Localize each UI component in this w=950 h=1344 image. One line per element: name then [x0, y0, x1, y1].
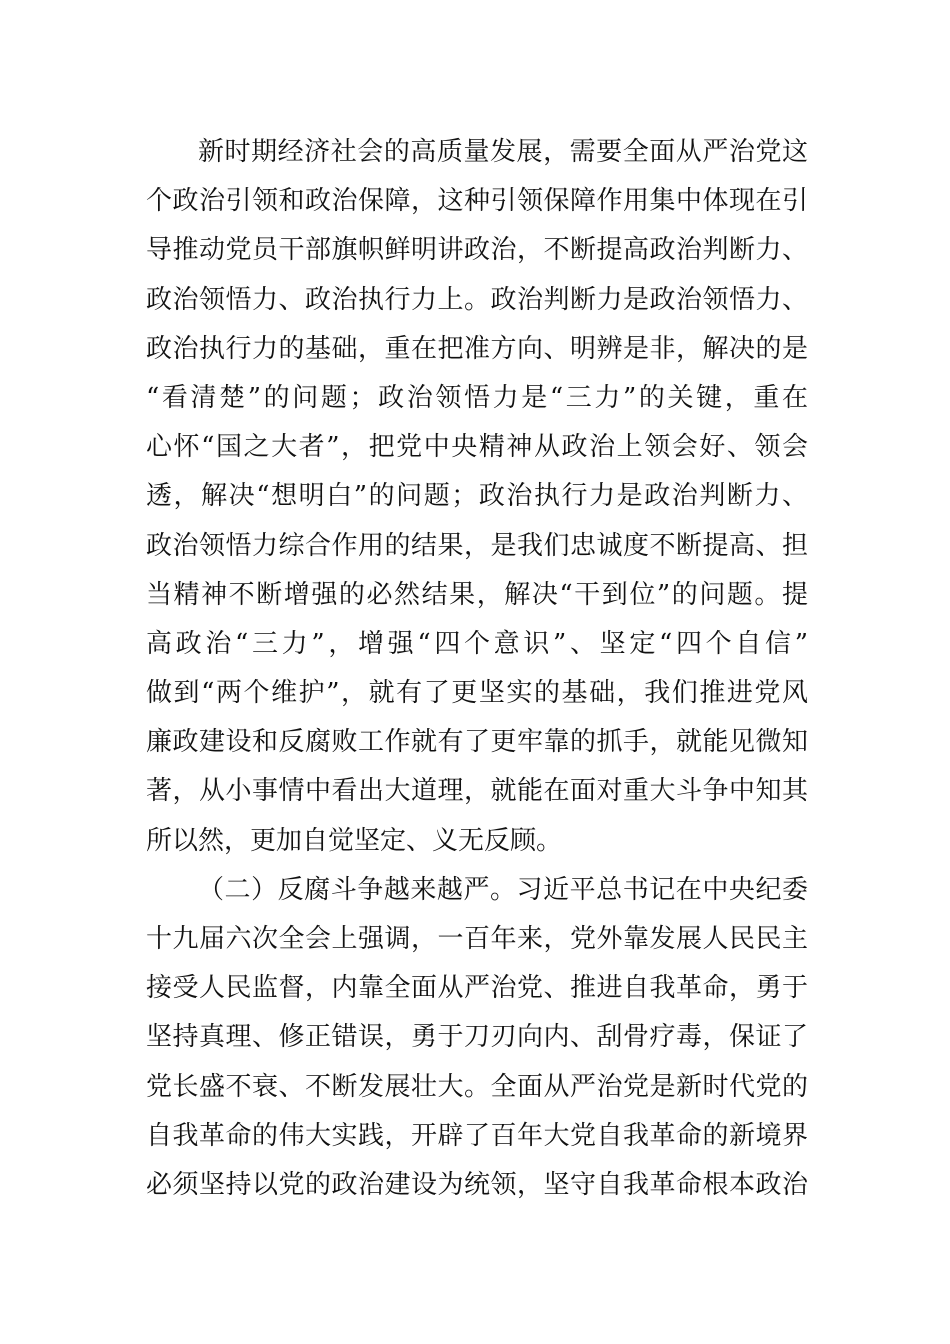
text-line: 廉政建设和反腐败工作就有了更牢靠的抓手，就能见微知 [146, 727, 808, 758]
text-line: 必须坚持以党的政治建设为统领，坚守自我革命根本政治 [146, 1169, 808, 1200]
text-line: 个政治引领和政治保障，这种引领保障作用集中体现在引 [146, 186, 808, 217]
text-line: 政治执行力的基础，重在把准方向、明辨是非，解决的是 [146, 333, 808, 364]
text-line: （二）反腐斗争越来越严。习近平总书记在中央纪委 [198, 874, 808, 905]
paragraph-2 [146, 866, 808, 1210]
text-line: 导推动党员干部旗帜鲜明讲政治，不断提高政治判断力、 [146, 235, 808, 266]
text-line: 十九届六次全会上强调，一百年来，党外靠发展人民民主 [146, 924, 808, 954]
paragraph-1 [146, 128, 808, 866]
text-line: 新时期经济社会的高质量发展，需要全面从严治党这 [198, 137, 808, 167]
text-line: 接受人民监督，内靠全面从严治党、推进自我革命，勇于 [146, 973, 808, 1004]
text-line: “看清楚”的问题；政治领悟力是“三力”的关键，重在 [146, 382, 808, 413]
text-line: 自我革命的伟大实践，开辟了百年大党自我革命的新境界 [146, 1120, 808, 1151]
document-body [146, 128, 808, 1210]
text-line: 著，从小事情中看出大道理，就能在面对重大斗争中知其 [146, 776, 808, 807]
text-line: 做到“两个维护”，就有了更坚实的基础，我们推进党风 [146, 678, 808, 709]
text-line: 高政治“三力”，增强“四个意识”、坚定“四个自信” [146, 628, 808, 659]
text-line: 所以然，更加自觉坚定、义无反顾。 [146, 825, 563, 856]
text-line: 政治领悟力、政治执行力上。政治判断力是政治领悟力、 [146, 284, 808, 315]
text-line: 当精神不断增强的必然结果，解决“干到位”的问题。提 [146, 579, 808, 610]
text-line: 政治领悟力综合作用的结果，是我们忠诚度不断提高、担 [146, 530, 808, 561]
text-line: 党长盛不衰、不断发展壮大。全面从严治党是新时代党的 [146, 1071, 808, 1102]
text-line: 透，解决“想明白”的问题；政治执行力是政治判断力、 [146, 481, 808, 512]
text-line: 坚持真理、修正错误，勇于刀刃向内、刮骨疗毒，保证了 [146, 1022, 808, 1053]
text-line: 心怀“国之大者”，把党中央精神从政治上领会好、领会 [146, 432, 808, 463]
